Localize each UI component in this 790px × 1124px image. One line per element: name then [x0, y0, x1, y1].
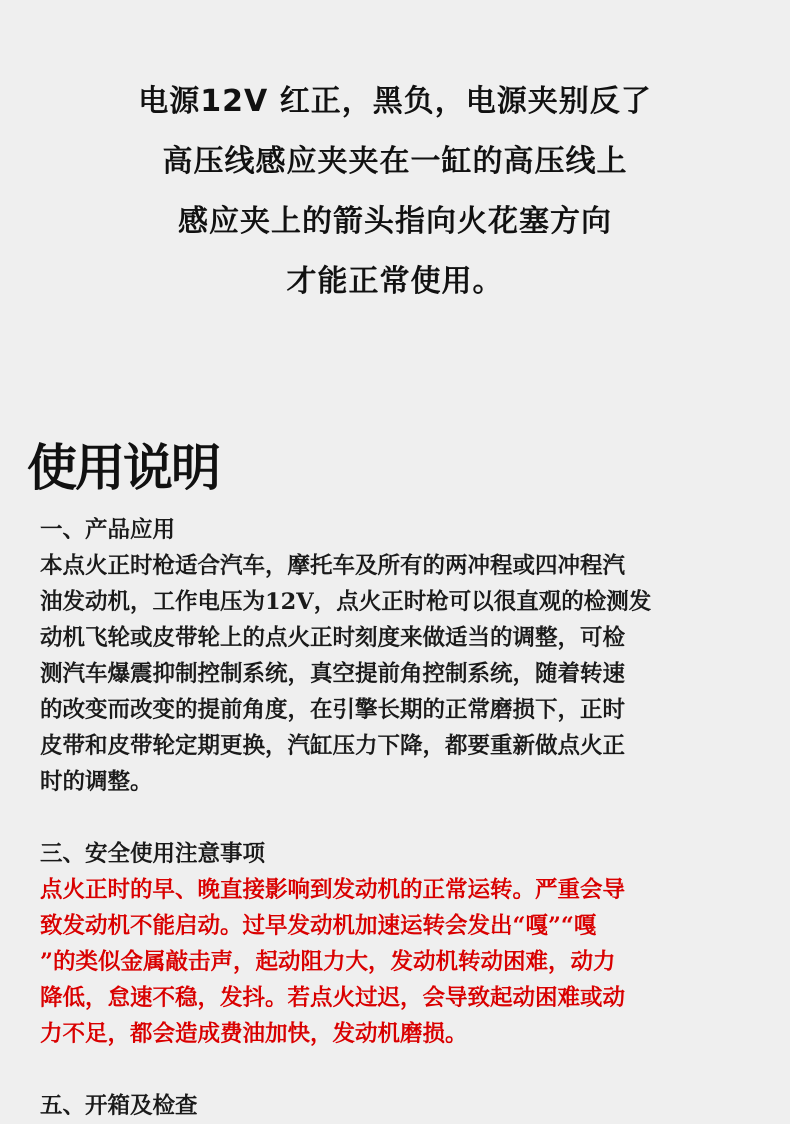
top-note-line: 高压线感应夹夹在一缸的高压线上: [162, 144, 628, 179]
product-application-title: 一、产品应用: [40, 517, 176, 543]
warning-line: 致发动机不能启动。过早发动机加速运转会发出“嘎”“嘎: [40, 913, 597, 939]
paragraph-line: 动机飞轮或皮带轮上的点火正时刻度来做适当的调整，可检: [40, 625, 626, 651]
top-note-line: 感应夹上的箭头指向火花塞方向: [178, 204, 612, 239]
warning-line: 降低，怠速不稳，发抖。若点火过迟，会导致起动困难或动: [40, 985, 626, 1011]
unboxing-title: 五、开箱及检查: [40, 1093, 198, 1119]
paragraph-line: 皮带和皮带轮定期更换，汽缸压力下降，都要重新做点火正: [40, 733, 626, 759]
unboxing-section: [40, 1088, 752, 1124]
warning-line: 力不足，都会造成费油加快，发动机磨损。: [40, 1021, 468, 1047]
paragraph-line: 本点火正时枪适合汽车，摩托车及所有的两冲程或四冲程汽: [40, 553, 626, 579]
paragraph-line: 的改变而改变的提前角度，在引擎长期的正常磨损下，正时: [40, 697, 626, 723]
warning-line: 点火正时的早、晚直接影响到发动机的正常运转。严重会导: [40, 877, 626, 903]
warning-line: ”的类似金属敲击声，起动阻力大，发动机转动困难，动力: [40, 949, 616, 975]
paragraph-line: 测汽车爆震抑制控制系统，真空提前角控制系统，随着转速: [40, 661, 626, 687]
top-notes: [0, 72, 790, 312]
safety-notes-section: [40, 836, 752, 1052]
paragraph-line: 油发动机，工作电压为12V，点火正时枪可以很直观的检测发: [40, 589, 652, 615]
top-note-line: 才能正常使用。: [286, 264, 504, 299]
instructions-heading: 使用说明: [27, 438, 219, 497]
paragraph-line: 时的调整。: [40, 769, 153, 795]
safety-notes-title: 三、安全使用注意事项: [40, 841, 266, 867]
product-application-section: [40, 512, 752, 800]
top-note-line: 电源12V 红正，黑负，电源夹别反了: [138, 84, 652, 119]
